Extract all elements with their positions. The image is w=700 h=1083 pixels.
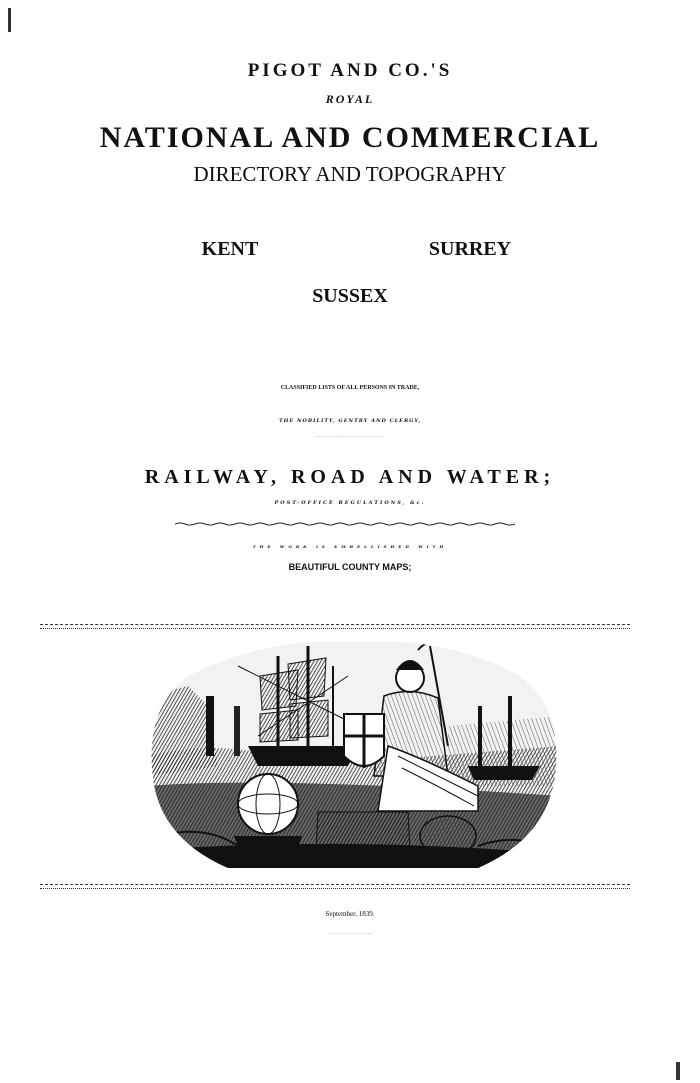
county-maps-heading: BEAUTIFUL COUNTY MAPS; [288, 562, 412, 572]
margin-mark-top [8, 8, 11, 32]
top-dashed-rule [40, 624, 630, 625]
britannia-harbour-engraving-icon [148, 636, 560, 874]
margin-mark-bottom [676, 1062, 680, 1080]
national-commercial-heading: NATIONAL AND COMMERCIAL [99, 121, 601, 154]
royal-heading: ROYAL [325, 92, 375, 106]
county-row [0, 238, 700, 261]
resident-text: RESIDENT IN THE TOWNS AND PRINCIPAL VILLAGES IN THE ABOVE COUNTIES. [316, 437, 384, 438]
county-kent: KENT [201, 238, 259, 260]
railway-road-water-heading: RAILWAY, ROAD AND WATER; [144, 466, 556, 488]
directory-topography-heading: DIRECTORY AND TOPOGRAPHY [193, 162, 507, 186]
bottom-dashed-rule [40, 884, 630, 885]
nobility-gentry-clergy-text: THE NOBILITY, GENTRY AND CLERGY, [278, 418, 422, 424]
county-sussex: SUSSEX [312, 285, 388, 307]
embellished-text: THE WORK IS EMBELLISHED WITH [252, 544, 448, 549]
bottom-dashed-rule-2 [40, 888, 630, 889]
wavy-divider [175, 522, 515, 526]
publication-date: September, 1839. [325, 910, 375, 918]
county-surrey: SURREY [428, 238, 512, 260]
top-dashed-rule-2 [40, 628, 630, 629]
post-office-text: POST-OFFICE REGULATIONS, &c. [274, 500, 426, 506]
classified-lists-text: CLASSIFIED LISTS OF ALL PERSONS IN TRADE, [280, 385, 420, 391]
publisher-heading: PIGOT AND CO.'S [247, 60, 453, 81]
